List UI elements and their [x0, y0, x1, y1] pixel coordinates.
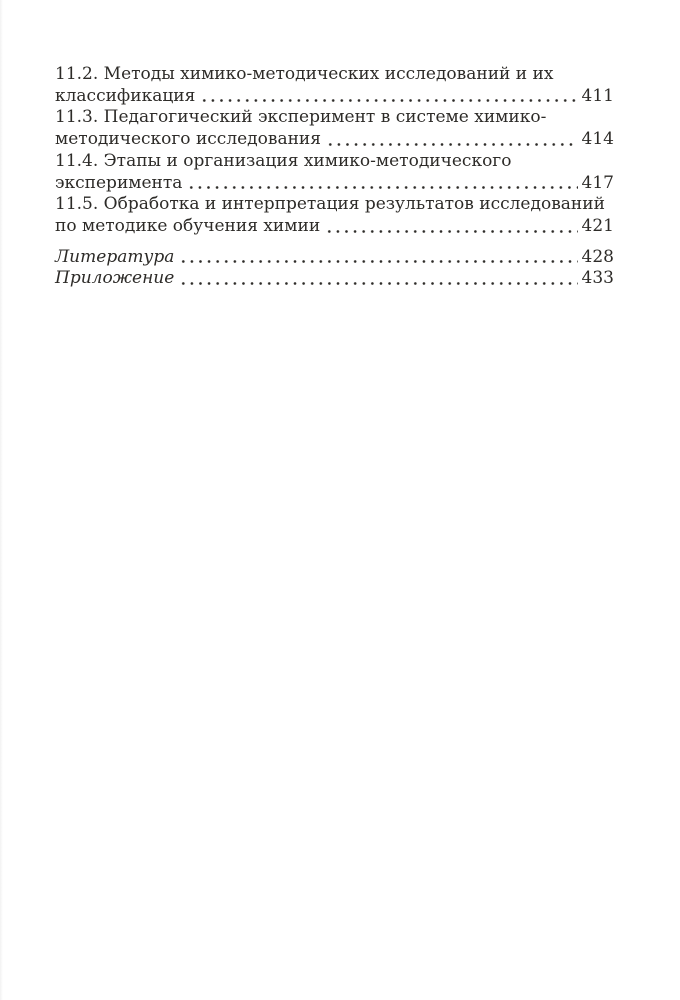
- toc-entry: [55, 64, 614, 107]
- toc-entry: [55, 194, 614, 237]
- toc-entry-title-wrap: методического исследования: [55, 129, 321, 150]
- page-number: 421: [581, 215, 614, 236]
- toc-entry-continuation: [55, 129, 614, 151]
- backmatter-label: Приложение: [55, 268, 175, 289]
- toc-entry-title: 11.4. Этапы и организация химико-методического: [55, 150, 512, 171]
- toc-entry-title-wrap: эксперимента: [55, 172, 183, 193]
- page-number: 414: [581, 129, 614, 150]
- backmatter-label: Литература: [55, 246, 175, 267]
- page-number: 411: [581, 85, 614, 106]
- toc-entry: [55, 107, 614, 150]
- toc-entry-continuation: [55, 86, 614, 108]
- toc-entry-continuation: [55, 216, 614, 238]
- toc-entry: [55, 151, 614, 194]
- toc-entry-continuation: [55, 173, 614, 195]
- backmatter-entry: [55, 268, 614, 290]
- dot-leader: [179, 268, 577, 290]
- toc-entry-title-wrap: по методике обучения химии: [55, 215, 321, 236]
- backmatter-entry: [55, 247, 614, 269]
- table-of-contents: [55, 64, 614, 290]
- dot-leader: [179, 247, 577, 269]
- dot-leader: [187, 173, 577, 195]
- toc-entry-title: 11.2. Методы химико-методических исследований и их: [55, 64, 554, 84]
- dot-leader: [326, 129, 578, 151]
- dot-leader: [325, 216, 577, 238]
- back-matter-section: [55, 247, 614, 290]
- page-edge-shadow: [0, 0, 3, 1000]
- dot-leader: [200, 86, 577, 108]
- toc-entry-title: 11.3. Педагогический эксперимент в системе химико-: [55, 107, 547, 128]
- page-number: 433: [581, 268, 614, 289]
- page-number: 428: [581, 246, 614, 267]
- page-number: 417: [581, 172, 614, 193]
- toc-entry-title: 11.5. Обработка и интерпретация результатов исследований: [55, 194, 605, 215]
- toc-entry-title-wrap: классификация: [55, 85, 196, 106]
